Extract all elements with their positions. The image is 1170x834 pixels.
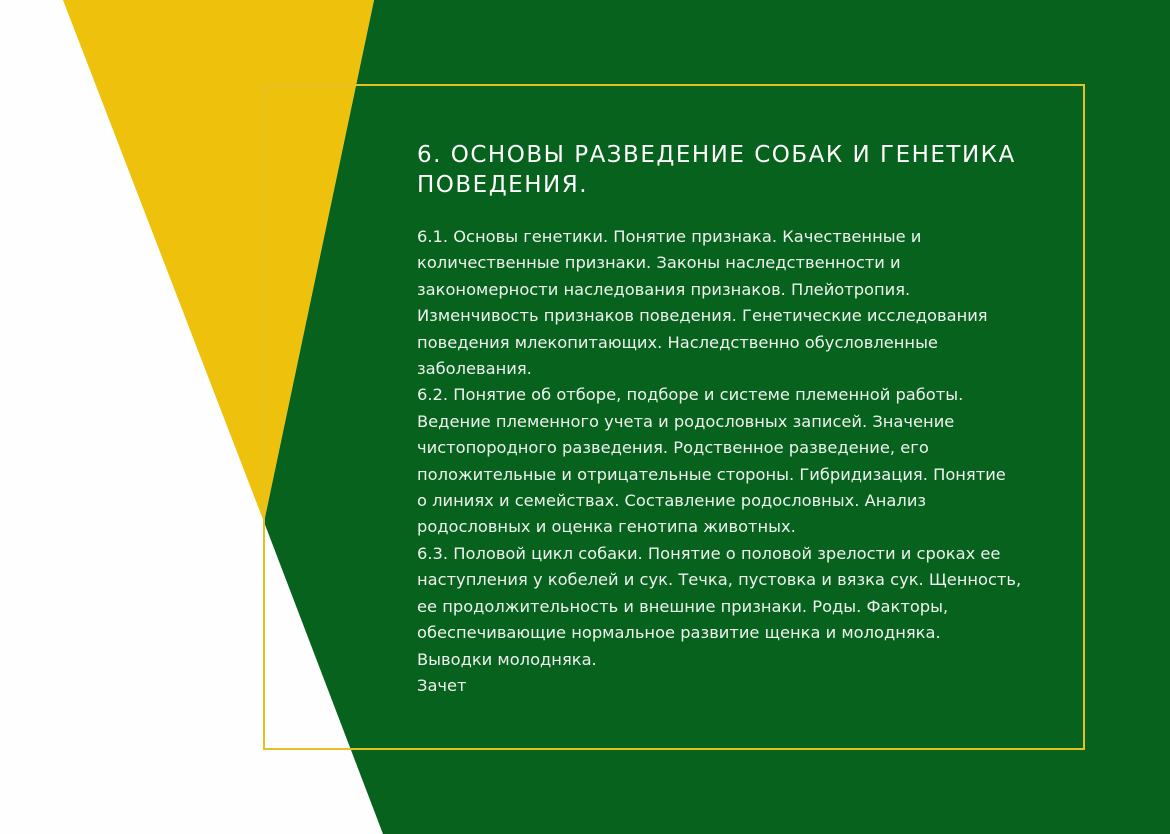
body-line-2: количественные признаки. Законы наследственности и — [417, 253, 901, 273]
body-line-13: 6.3. Половой цикл собаки. Понятие о половой зрелости и сроках ее — [417, 543, 1001, 563]
body-line-17: Выводки молодняка. — [417, 649, 597, 669]
section-title — [417, 140, 1037, 200]
body-line-7: 6.2. Понятие об отборе, подборе и системе племенной работы. — [417, 385, 964, 405]
body-line-16: обеспечивающие нормальное развитие щенка и молодняка. — [417, 623, 941, 643]
section-body — [417, 224, 1037, 699]
body-line-6: заболевания. — [417, 359, 532, 379]
body-line-14: наступления у кобелей и сук. Течка, пустовка и вязка сук. Щенность, — [417, 570, 1022, 590]
body-line-18: Зачет — [417, 675, 467, 695]
body-line-8: Ведение племенного учета и родословных записей. Значение — [417, 411, 955, 431]
body-line-1: 6.1. Основы генетики. Понятие признака. Качественные и — [417, 227, 922, 246]
body-line-15: ее продолжительность и внешние признаки. Роды. Факторы, — [417, 596, 949, 616]
body-line-12: родословных и оценка генотипа животных. — [417, 517, 796, 537]
body-line-3: закономерности наследования признаков. Плейотропия. — [417, 279, 911, 299]
body-line-5: поведения млекопитающих. Наследственно обусловленные — [417, 332, 938, 352]
section-title-line-2: ПОВЕДЕНИЯ. — [417, 172, 589, 198]
section-title-line-1: 6. ОСНОВЫ РАЗВЕДЕНИЕ СОБАК И ГЕНЕТИКА — [417, 142, 1016, 168]
body-line-9: чистопородного разведения. Родственное разведение, его — [417, 438, 929, 458]
content-block — [417, 140, 1037, 699]
body-line-4: Изменчивость признаков поведения. Генетические исследования — [417, 306, 988, 326]
body-line-10: положительные и отрицательные стороны. Гибридизация. Понятие — [417, 464, 1006, 484]
body-line-11: о линиях и семействах. Составление родословных. Анализ — [417, 491, 927, 511]
